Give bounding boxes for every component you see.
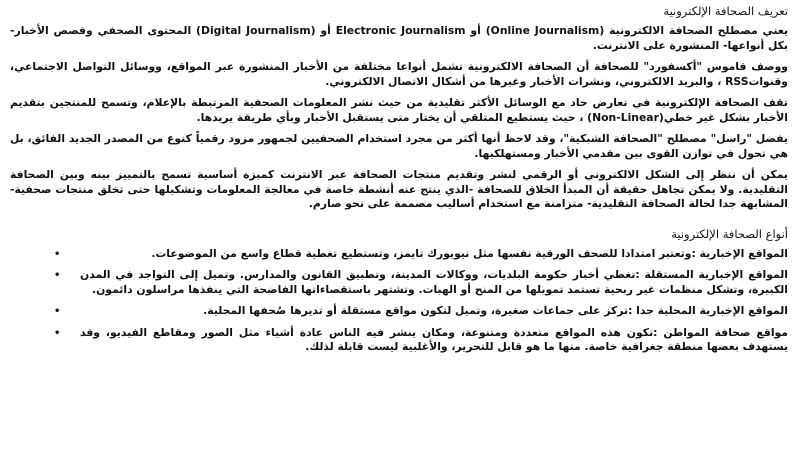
section-title-types: أنواع الصحافة الإلكترونية [671,226,788,241]
section-divider [10,219,788,227]
list-item [10,326,788,355]
list-item [10,268,788,297]
list-item-text: المواقع الإخبارية :وتعتبر امتدادا للصحف الورقية نفسها مثل نيويورك تايمز، وتستطيع تغطية قطاع واسع من الموضوعات. [151,246,788,260]
bullet-icon: • [54,327,61,339]
paragraph-nonlinear: تقف الصحافة الإلكترونية في تعارض حاد مع الوسائل الأكثر تقليدية من حيث نشر المعلومات الصحفية المرتبطة بالإعلام، وتسمح للمنتجين بتقديم الأخبار بشكل غير خطي(Non-Linear) ، حيث يستطيع المتلقي أن يختار متى يستقبل الأخبار وبأي طريقة يريدها. [10,96,788,124]
paragraph-russell: يفضل "راسل" مصطلح "الصحافة الشبكية"، وقد لاحظ أنها أكثر من مجرد استخدام الصحفيين لجمهور مزود رقمياً كنوع من المصدر الجديد الفائق، بل هي تحول في توازن القوى بين مقدمي الأخبار ومستهلكيها. [10,132,788,160]
bullet-icon: • [54,270,61,281]
paragraph-definition: يعني مصطلح الصحافة الالكترونية (Online Journalism) أو Electronic Journalism أو (Digital Journalism) المحتوى الصحفي وقصص الأخبار- بكل أنواعها- المنشورة على الانترنت. [10,24,789,52]
list-item [10,304,788,319]
paragraph-oxford: ووصف قاموس "أكسفورد" للصحافة أن الصحافة الالكترونية تشمل أنواعا مختلفة من الأخبار المنشورة عبر المواقع، ووسائل التواصل الاجتماعي، وقنواتRSS ، والبريد الالكتروني، ونشرات الأخبار وغيرها من أشكال الاتصال الالكتروني. [10,60,788,88]
bullet-icon: • [54,306,61,317]
types-list [10,247,788,355]
section-title-definition: تعريف الصحافة الإلكترونية [663,4,788,18]
list-item [10,247,788,262]
list-item-text: مواقع صحافة المواطن :تكون هذه المواقع متعددة ومتنوعة، ومكان ينشر فيه الناس عادة أشياء مثل الصور ومقاطع الفيديو، وقد يستهدف بعضها منطقة جغرافية خاصة. منها ما هو قابل للتحرير، والأغلبية ليست قابلة لذلك. [80,325,788,353]
bullet-icon: • [54,248,61,260]
list-item-text: المواقع الإخبارية المحلية جدا :تركز على جماعات صغيرة، وتميل لتكون مواقع مستقلة أو تديرها صُحفها المحلية. [203,304,788,317]
paragraph-digital-form: يمكن أن ننظر إلى الشكل الالكتروني أو الرقمي لنشر وتقديم منتجات الصحافة عبر الانترنت كميزة أساسية تسمح بالتمييز بينه وبين الصحافة التقليدية. ولا يمكن تجاهل حقيقة أن المبدأ الخلاق للصحافة -الذي ينتج عنه أنشطة خاصة في معالجة المعلومات وتشكيلها حتى تخلق منتجات صحفية- المشابهة جدا لحالة الصحافة التقليدية- متزامنة مع استخدام أساليب مصممة على نحو صارم. [10,168,788,210]
list-item-text: المواقع الإخبارية المستقلة :تغطي أخبار حكومة البلديات، ووكالات المدينة، وتطبيق القانون والمدارس. وتميل إلى التواجد في المدن الكبيرة، وتشكل منظمات غير ربحية تستمد تمويلها من المنح أو الهبات. وتشتهر باستقصاءاتها الفاضحة التي ينفذها مراسلون دائمون. [80,268,788,296]
